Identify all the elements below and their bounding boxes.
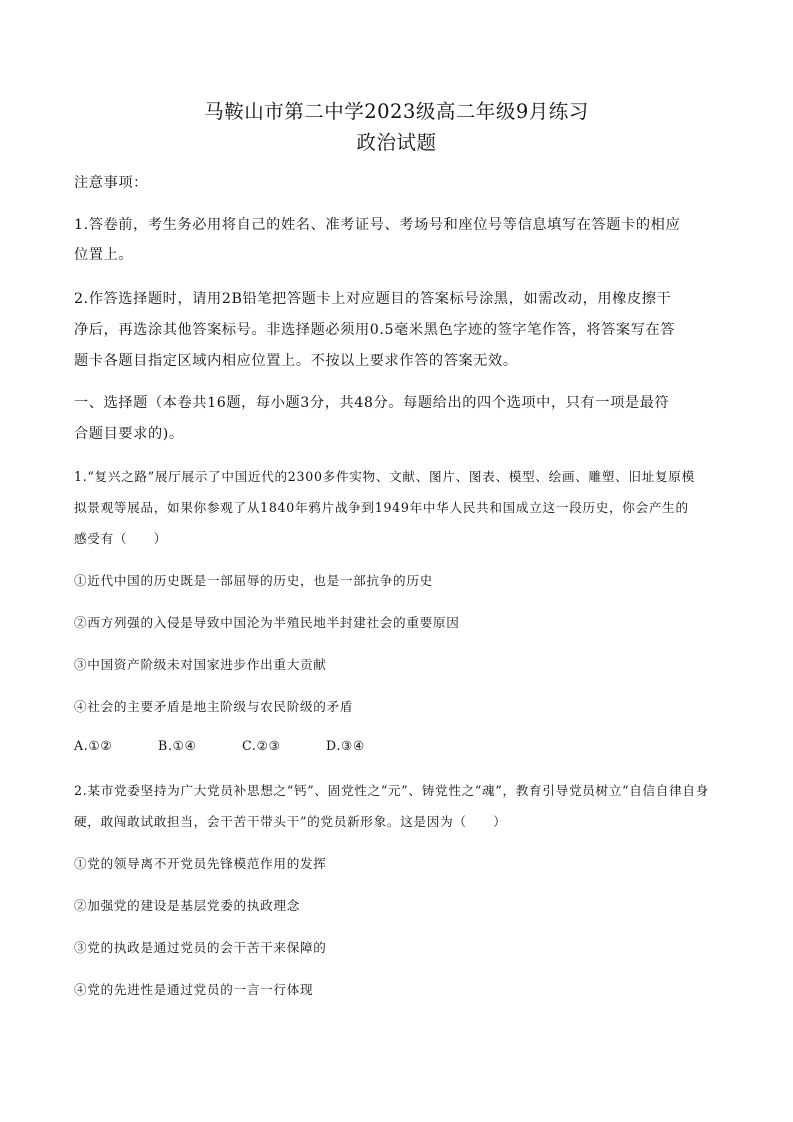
question-2-stem-line-2: 硬，敢闯敢试敢担当，会干苦干带头干”的党员新形象。这是因为（ ）: [74, 814, 507, 829]
question-1-option-b: B.①④: [158, 738, 197, 753]
exam-title: 马鞍山市第二中学2023级高二年级9月练习: [204, 100, 589, 123]
question-1-statement-2: ②西方列强的入侵是导致中国沦为半殖民地半封建社会的重要原因: [74, 615, 460, 630]
question-1-option-a: A.①②: [74, 738, 113, 753]
question-2-statement-4: ④党的先进性是通过党员的一言一行体现: [74, 982, 314, 997]
question-1-statement-1: ①近代中国的历史既是一部屈辱的历史，也是一部抗争的历史: [74, 573, 433, 588]
question-2-statement-2: ②加强党的建设是基层党委的执政理念: [74, 898, 300, 913]
notice-item-2-line-3: 题卡各题目指定区域内相应位置上。不按以上要求作答的答案无效。: [74, 353, 518, 369]
question-1-stem-line-2: 拟景观等展品，如果你参观了从1840年鸦片战争到1949年中华人民共和国成立这一段历史，你会产生的: [74, 500, 689, 515]
section-1-heading-line-1: 一、选择题（本卷共16题，每小题3分，共48分。每题给出的四个选项中，只有一项是最符: [74, 395, 670, 411]
question-1-option-d: D.③④: [326, 738, 366, 753]
question-2-statement-3: ③党的执政是通过党员的会干苦干来保障的: [74, 940, 327, 955]
notice-item-2-line-1: 2.作答选择题时，请用2B铅笔把答题卡上对应题目的答案标号涂黑，如需改动，用橡皮擦干: [74, 291, 672, 307]
exam-subtitle: 政治试题: [356, 131, 437, 154]
question-2-stem-line-1: 2.某市党委坚持为广大党员补思想之“钙”、固党性之“元”、铸党性之“魂”，教育引导党员树立“自信自律自身: [74, 783, 710, 798]
notice-item-1-line-2: 位置上。: [74, 247, 134, 263]
section-1-heading-line-2: 合题目要求的)。: [74, 426, 184, 442]
question-1-stem-line-3: 感受有（ ）: [74, 531, 168, 546]
question-1-statement-3: ③中国资产阶级未对国家进步作出重大贡献: [74, 657, 327, 672]
question-1-statement-4: ④社会的主要矛盾是地主阶级与农民阶级的矛盾: [74, 699, 354, 714]
question-1-option-c: C.②③: [242, 738, 281, 753]
question-1-options: [74, 738, 722, 753]
question-2-statement-1: ①党的领导离不开党员先锋模范作用的发挥: [74, 856, 327, 871]
notice-heading: 注意事项：: [74, 175, 148, 191]
question-1-stem-line-1: 1.“复兴之路”展厅展示了中国近代的2300多件实物、文献、图片、图表、模型、绘画、雕塑、旧址复原模: [74, 469, 695, 484]
notice-item-2-line-2: 净后，再选涂其他答案标号。非选择题必须用0.5毫米黑色字迹的签字笔作答，将答案写在答: [74, 322, 676, 338]
notice-item-1-line-1: 1.答卷前，考生务必用将自己的姓名、准考证号、考场号和座位号等信息填写在答题卡的相应: [74, 217, 681, 233]
